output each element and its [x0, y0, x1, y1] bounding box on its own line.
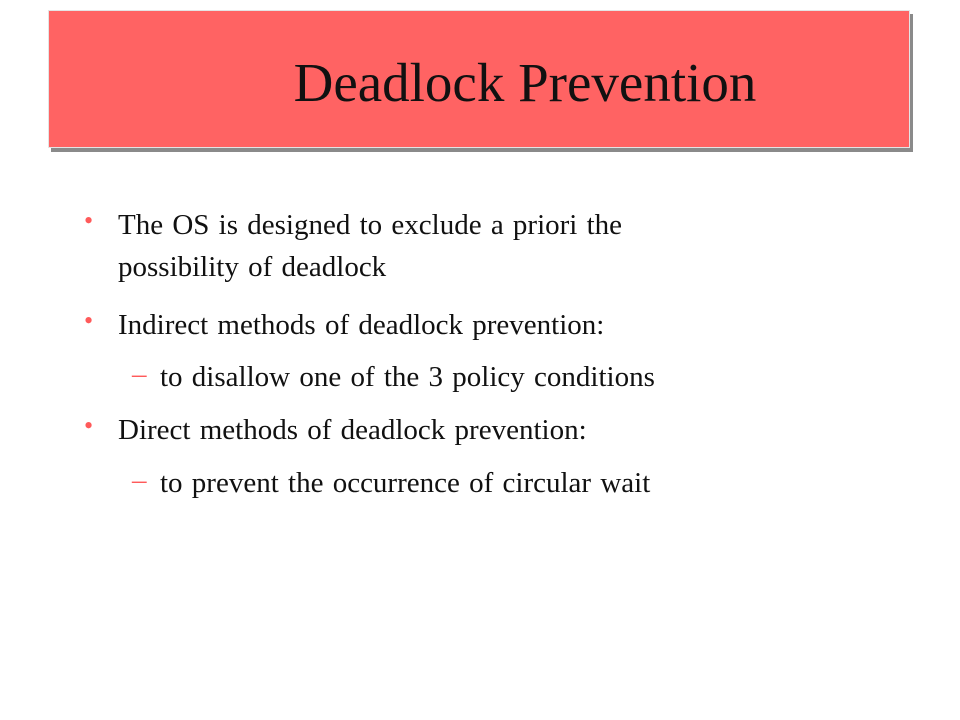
bullet-text-3: Direct methods of deadlock prevention:	[118, 414, 587, 446]
title-banner	[48, 10, 910, 148]
bullet-marker: •	[84, 411, 94, 440]
sub-bullet-marker: –	[132, 464, 147, 496]
bullet-text-2: Indirect methods of deadlock prevention:	[118, 309, 605, 341]
sub-bullet-text-2: to prevent the occurrence of circular wait	[160, 467, 651, 499]
sub-bullet-marker: –	[132, 358, 147, 390]
sub-bullet-text-1: to disallow one of the 3 policy conditions	[160, 361, 655, 393]
bullet-marker: •	[84, 206, 94, 235]
bullet-text-1-line-1: The OS is designed to exclude a priori the	[118, 209, 623, 241]
bullet-marker: •	[84, 306, 94, 335]
slide-title: Deadlock Prevention	[293, 52, 757, 113]
bullet-text-1-line-2: possibility of deadlock	[118, 251, 387, 283]
